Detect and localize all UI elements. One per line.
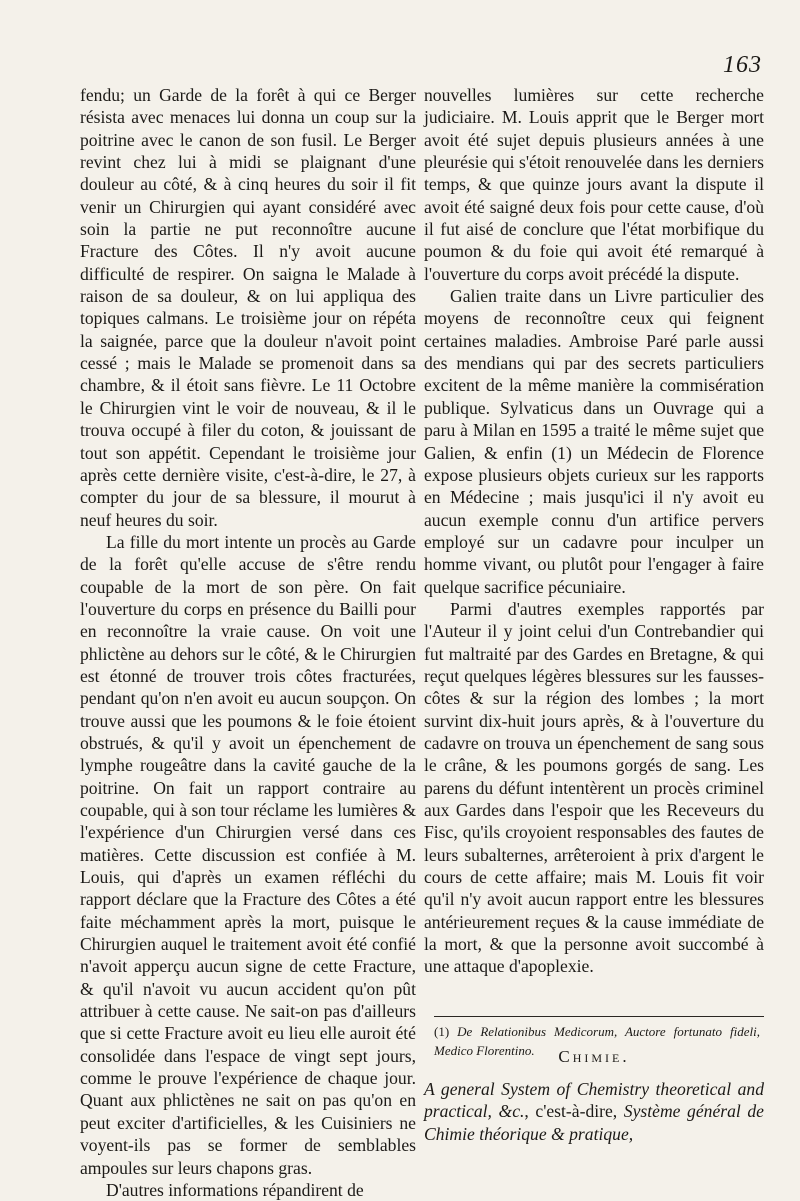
page-number: 163: [723, 52, 762, 78]
paragraph: La fille du mort intente un procès au Garde de la forêt qu'elle accuse de s'être rendu coupable de la mort de son père. On fait l'ouverture du corps en présence du Bailli pour en reconnoître la vraie cause. On voit une phlictène au dehors sur le côté, & le Chirurgien est étonné de trouver trois côtes fracturées, pendant qu'on n'en avoit eu aucun soupçon. On trouve aussi que les poumons & le foie étoient obstrués, & qu'il y avoit un épenchement de lymphe rougeâtre dans la cavité gauche de la poitrine. On fait un rapport contraire au coupable, qui à son tour réclame les lumières & l'expérience d'un Chirurgien versé dans ces matières. Cette discussion est confiée à M. Louis, qui d'après un examen réfléchi du rapport déclare que la Fracture des Côtes a été faite méchamment après la mort, puisque le Chirurgien auquel le traitement avoit été confié n'avoit apperçu aucun signe de cette Fracture, & qu'il n'avoit vu aucun accident qu'on pût attribuer à cette cause. Ne sait-on pas d'ailleurs que si cette Fracture avoit eu lieu elle auroit été consolidée dans l'espace de vingt sept jours, comme le prouve l'expérience de chaque jour. Quant aux phlictènes ne sait on pas qu'on en peut exciter d'artificielles, & les Cuisiniers ne voyent-ils pas se former de semblables ampoules sur leurs chapons gras.: [80, 531, 416, 1178]
footnote-text: De Relationibus Medicorum, Auctore fortunato fideli, Medico Florentino.: [434, 1024, 760, 1058]
footnote-rule: [434, 1016, 764, 1017]
english-title: A general System of Chemistry theoretical and practical, &c.: [424, 1079, 764, 1122]
french-title: Système général de Chimie théorique & pratique,: [424, 1101, 764, 1144]
paragraph: D'autres informations répandirent de: [106, 1179, 364, 1200]
book-title-entry: [424, 1078, 764, 1145]
paragraph: nouvelles lumières sur cette recherche judiciaire. M. Louis apprit que le Berger mort avoit été sujet depuis plusieurs années à une pleurésie qui s'étoit renouvelée dans les derniers temps, & que quinze jours avant la dispute il avoit été saigné deux fois pour cette cause, d'où il fut aisé de conclure que l'état morbifique du poumon & du foie qui avoit été remarqué à l'ouverture du corps avoit précédé la dispute.: [424, 85, 764, 284]
paragraph: Galien traite dans un Livre particulier des moyens de reconnoître ceux qui feignent certaines maladies. Ambroise Paré parle aussi des mendians qui par des secrets particuliers excitent de la même manière la commisération publique. Sylvaticus dans un Ouvrage qui a paru à Milan en 1595 a traité le même sujet que Galien, & enfin (1) un Médecin de Florence expose plusieurs objets curieux sur les rapports en Médecine ; mais jusqu'ici il n'y avoit eu aucun exemple connu d'un artifice pervers employé sur un cadavre pour inculper un homme vivant, ou plutôt pour l'engager à faire quelque sacrifice pécuniaire.: [424, 286, 764, 597]
left-column: [80, 84, 416, 1201]
footnote-marker: (1): [434, 1024, 450, 1039]
footnote: [434, 1022, 760, 1060]
title-separator: , c'est-à-dire,: [524, 1101, 624, 1122]
section-heading: Chimie.: [558, 1046, 630, 1066]
right-column: [424, 84, 764, 1145]
paragraph: fendu; un Garde de la forêt à qui ce Berger résista avec menaces lui donna un coup sur la poitrine avec le canon de son fusil. Le Berger revint chez lui à midi se plaignant d'une douleur au côté, & à cinq heures du soir il fit venir un Chirurgien qui ayant considéré avec soin la partie ne put reconnoître aucune Fracture des Côtes. Il n'y avoit aucune difficulté de respirer. On saigna le Malade à raison de sa douleur, & on lui appliqua des topiques calmans. Le troisième jour on répéta la saignée, parce que la douleur n'avoit point cessé ; mais le Malade se promenoit dans sa chambre, & il étoit sans fièvre. Le 11 Octobre le Chirurgien vint le voir de nouveau, & il le trouva occupé à filer du coton, & jouissant de tout son appétit. Cependant le troisième jour après cette dernière visite, c'est-à-dire, le 27, à compter du jour de sa blessure, il mourut à neuf heures du soir.: [80, 85, 416, 530]
paragraph: Parmi d'autres exemples rapportés par l'Auteur il y joint celui d'un Contrebandier qui fut maltraité par des Gardes en Bretagne, & qui reçut quelques légères blessures sur les fausses-côtes & sur la région des lombes ; la mort survint dix-huit jours après, & à l'ouverture du cadavre on trouva un épenchement de sang sous le crâne, & les poumons gorgés de sang. Les parens du défunt intentèrent un procès criminel aux Gardes dans l'espoir que les Receveurs du Fisc, qu'ils croyoient responsables des fautes de leurs subalternes, arrêteroient à prix d'argent le cours de cette affaire; mais M. Louis fit voir qu'il n'y avoit aucun rapport entre les blessures antérieurement reçues & la cause immédiate de la mort, & que la personne avoit succombé à une attaque d'apoplexie.: [424, 598, 764, 977]
